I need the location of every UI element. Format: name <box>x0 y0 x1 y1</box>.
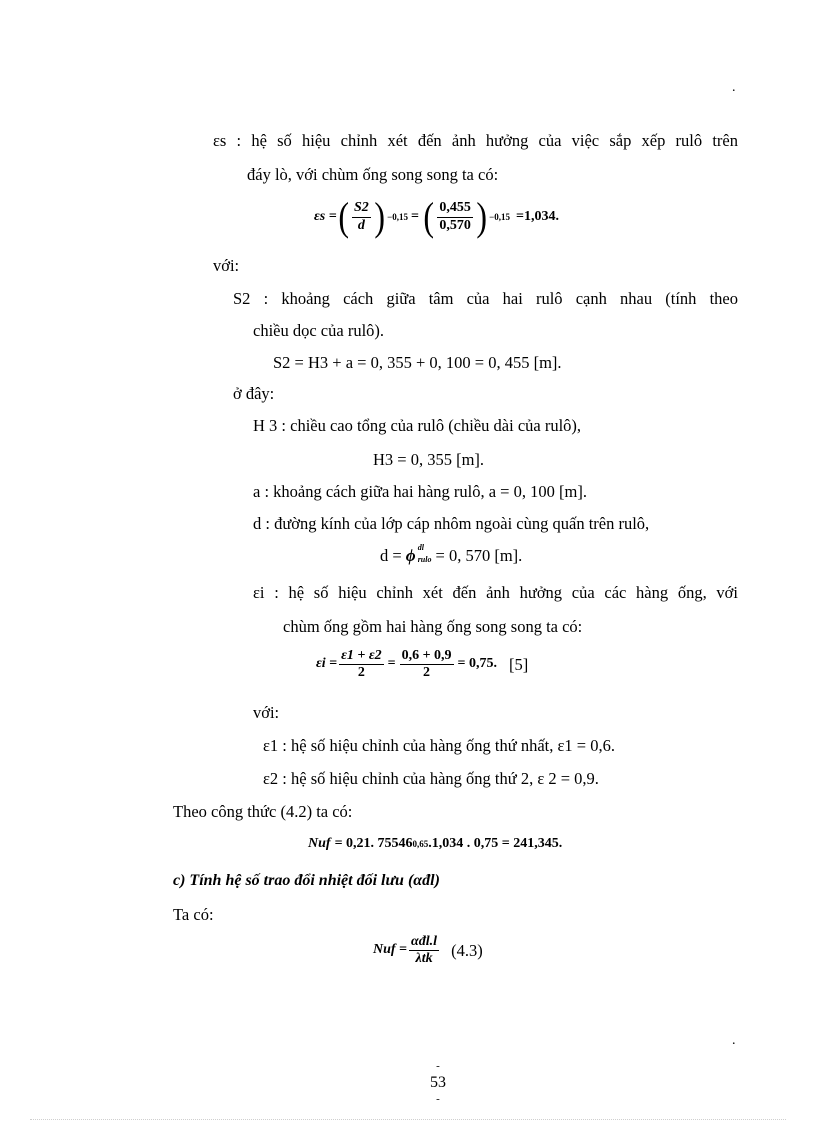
h3-value: H3 = 0, 355 [m]. <box>373 450 485 469</box>
page-number-dash-bottom: - <box>436 1093 440 1105</box>
corner-mark-top: . <box>732 80 736 95</box>
s2-value: S2 = H3 + a = 0, 355 + 0, 100 = 0, 455 [m]. <box>273 353 562 372</box>
epsilon-1-definition: ε1 : hệ số hiệu chỉnh của hàng ống thứ nhất, ε1 = 0,6. <box>263 736 615 755</box>
text-line: đáy lò, với chùm ống song song ta có: <box>247 165 499 184</box>
text-line: với: <box>213 256 240 275</box>
phi-symbol: ϕ dl rulo <box>405 543 432 565</box>
section-heading: c) Tính hệ số trao đổi nhiệt đối lưu (αđl) <box>173 872 440 889</box>
corner-mark-bottom: . <box>732 1033 736 1048</box>
text-line: ở đây: <box>233 384 275 403</box>
equation-epsilon-s: εs = ( $\frac{S2}{d}$ ) −0,15 = ( $\frac{0,455}{0,570}$ ) −0,15 =1,034. <box>314 194 560 239</box>
page-bottom-divider <box>30 1119 786 1120</box>
epsilon-s-definition: εs : hệ số hiệu chỉnh xét đến ảnh hưởng của việc sắp xếp rulô trên <box>213 131 738 150</box>
a-definition: a : khoảng cách giữa hai hàng rulô, a = 0, 100 [m]. <box>253 482 587 501</box>
page-number-dash-top: - <box>436 1060 440 1072</box>
epsilon-i-definition: εi : hệ số hiệu chỉnh xét đến ảnh hưởng của các hàng ống, với <box>253 583 738 602</box>
text-line: chùm ống gồm hai hàng ống song song ta có: <box>283 617 583 636</box>
d-definition: d : đường kính của lớp cáp nhôm ngoài cùng quấn trên rulô, <box>253 514 650 533</box>
page-number: 53 <box>430 1074 446 1091</box>
d-value: d = ϕ dl rulo = 0, 570 [m]. <box>380 543 523 566</box>
epsilon-2-definition: ε2 : hệ số hiệu chỉnh của hàng ống thứ 2, ε 2 = 0,9. <box>263 769 599 788</box>
equation-nusselt-definition: Nuf = $\frac{\text{αđl.l}}{\text{λtk}}$ (4.3) <box>373 934 483 967</box>
text-line: chiều dọc của rulô). <box>253 321 385 340</box>
text-line: Ta có: <box>173 905 214 924</box>
h3-definition: H 3 : chiều cao tổng của rulô (chiều dài của rulô), <box>253 416 582 435</box>
s2-definition: S2 : khoảng cách giữa tâm của hai rulô cạnh nhau (tính theo <box>233 289 738 308</box>
text-line: với: <box>253 703 280 722</box>
text-line: Theo công thức (4.2) ta có: <box>173 802 353 821</box>
equation-epsilon-i: εi = $\frac{\varepsilon 1 + \varepsilon 2}{2}$ = $\frac{0,6 + 0,9}{2}$ = 0,75. [5] <box>316 648 529 681</box>
equation-nusselt: Nuf = 0,21. 75546 0,65 .1,034 . 0,75 = 241,345. <box>308 836 563 851</box>
